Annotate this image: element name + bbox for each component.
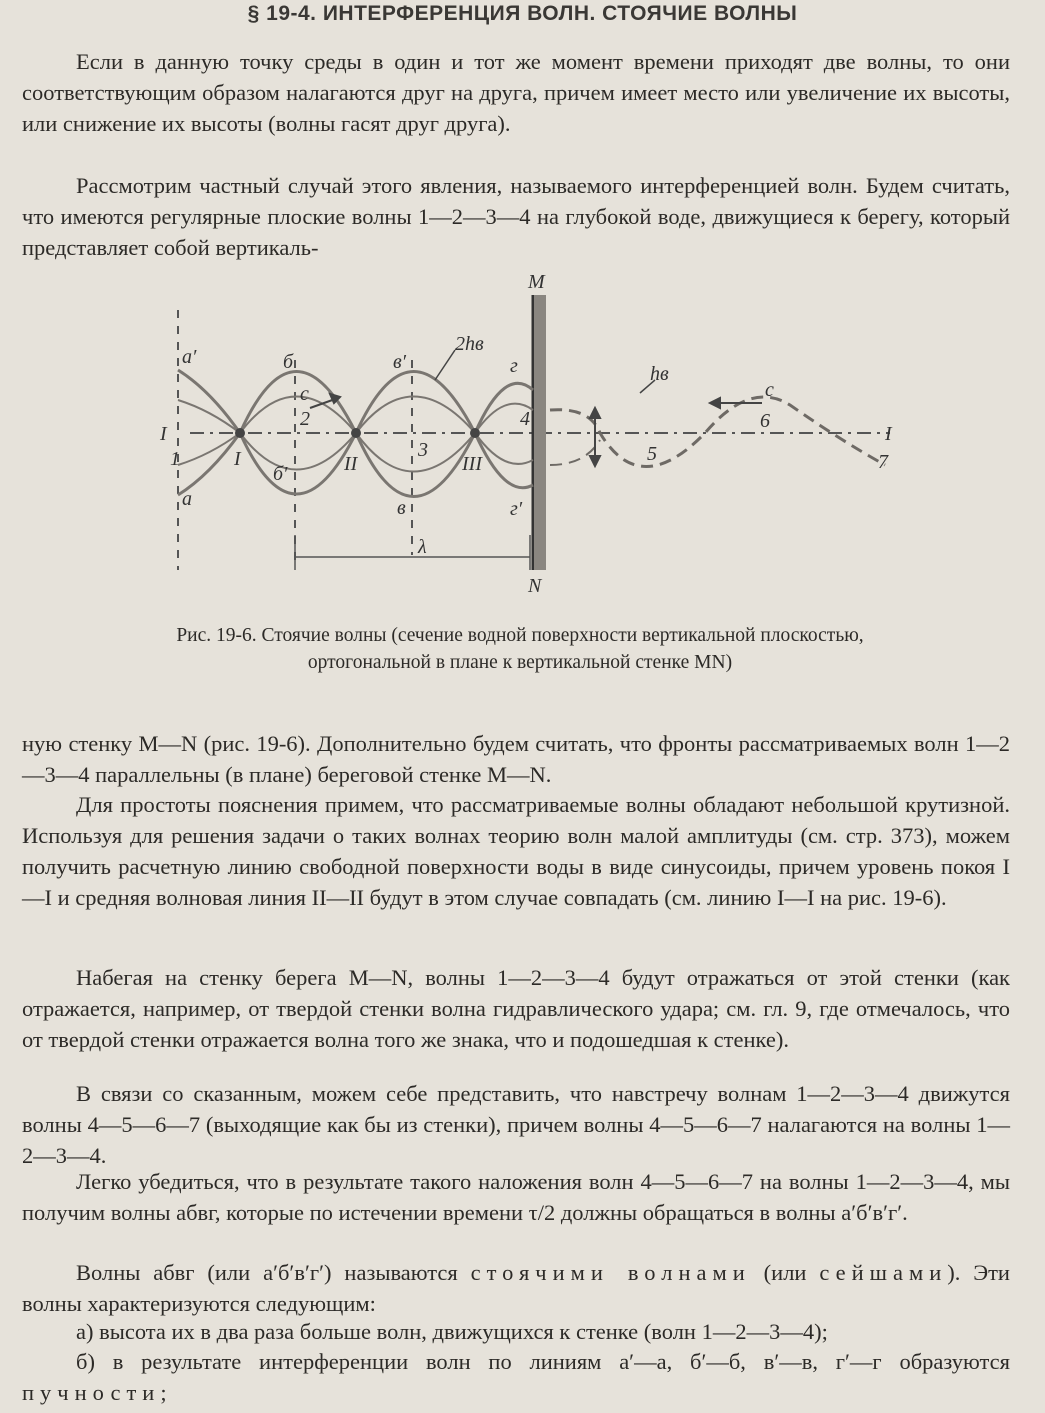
label-4: 4: [520, 408, 530, 430]
figure-caption: Рис. 19-6. Стоячие волны (сечение водной поверхности вертикальной плоскостью, ортогональной в плане к вертикальной стенке MN): [176, 625, 864, 673]
term-antinodes: пучности: [22, 1380, 161, 1405]
standing-waves-figure: [150, 270, 910, 600]
label-lambda: λ: [418, 536, 427, 558]
label-node-II: II: [344, 453, 358, 475]
label-v: в: [397, 497, 406, 519]
label-3: 3: [418, 439, 428, 461]
p10-text-a: б) в результате интерференции волн по линиям а′—а, б′—б, в′—в, г′—г образуются: [76, 1349, 1010, 1374]
section-heading: § 19-4. ИНТЕРФЕРЕНЦИЯ ВОЛН. СТОЯЧИЕ ВОЛНЫ: [247, 2, 798, 25]
paragraph-2: Рассмотрим частный случай этого явления, называемого интерференцией волн. Будем считать, что имеются регулярные плоские волны 1—2—3—4 на глубокой воде, движущиеся к берегу, который представляет собой вертикаль-: [22, 173, 1010, 260]
node-I: [235, 428, 245, 438]
wall-MN: [533, 295, 546, 570]
p10-text-c: ;: [160, 1380, 167, 1405]
label-2h: 2hв: [455, 333, 484, 355]
term-seiches: сейшами: [819, 1260, 948, 1285]
label-6: 6: [760, 410, 770, 432]
paragraph-3: ную стенку M—N (рис. 19-6). Дополнительно будем считать, что фронты рассматриваемых волн 1—2—3—4 параллельны (в плане) береговой стенке M—N.: [22, 731, 1010, 787]
node-III: [470, 428, 480, 438]
label-h: hв: [650, 363, 669, 385]
paragraph-10: [22, 1346, 1010, 1408]
label-7: 7: [878, 451, 888, 473]
label-v-prime: в′: [393, 351, 407, 373]
paragraph-9: а) высота их в два раза больше волн, движущихся к стенке (волн 1—2—3—4);: [76, 1319, 828, 1344]
node-II: [351, 428, 361, 438]
label-node-I: I: [234, 448, 241, 470]
paragraph-8: [22, 1257, 1010, 1319]
p8-text-e: ). Эти волны характеризуются следующим:: [22, 1260, 1010, 1316]
paragraph-1: Если в данную точку среды в один и тот же момент времени приходят две волны, то они соответствующим образом налагаются друг на друга, причем имеет место или увеличение их высоты, или снижение их высоты (волны гасят друг друга).: [22, 49, 1010, 136]
label-node-III: III: [462, 453, 482, 475]
label-g-prime: г′: [510, 498, 523, 520]
label-M: M: [528, 271, 545, 293]
paragraph-7: Легко убедиться, что в результате такого наложения волн 4—5—6—7 на волны 1—2—3—4, мы получим волны абвг, которые по истечении времени τ/2 должны обращаться в волны а′б′в′г′.: [22, 1169, 1010, 1225]
label-a: а: [182, 488, 192, 510]
label-5: 5: [647, 443, 657, 465]
label-c-right: c: [765, 379, 774, 401]
label-g: г: [510, 355, 518, 377]
p8-text-c: (или: [750, 1260, 820, 1285]
paragraph-6: В связи со сказанным, можем себе представить, что навстречу волнам 1—2—3—4 движутся волны 4—5—6—7 (выходящие как бы из стенки), причем волны 4—5—6—7 налагаются на волны 1—2—3—4.: [22, 1081, 1010, 1168]
label-b: б: [283, 351, 294, 373]
label-I-right: I: [885, 423, 892, 445]
label-2: 2: [300, 408, 310, 430]
p8-text-a: Волны абвг (или а′б′в′г′) называются: [76, 1260, 471, 1285]
label-b-prime: б′: [273, 463, 288, 485]
label-I-left: I: [160, 423, 167, 445]
label-1: 1: [170, 448, 180, 470]
label-a-prime: а′: [182, 346, 197, 368]
label-c-left: c: [300, 383, 309, 405]
paragraph-4: Для простоты пояснения примем, что рассматриваемые волны обладают небольшой крутизной. Используя для решения задачи о таких волнах теорию волн малой амплитуды (см. стр. 373), можем получить расчетную линию свободной поверхности воды в виде синусоиды, причем уровень покоя I—I и средняя волновая линия II—II будут в этом случае совпадать (см. линию I—I на рис. 19-6).: [22, 792, 1010, 910]
paragraph-5: Набегая на стенку берега M—N, волны 1—2—3—4 будут отражаться от этой стенки (как отражается, например, от твердой стенки волна гидравлического удара; см. гл. 9, где отмечалось, что от твердой стенки отражается волна того же знака, что и подошедшая к стенке).: [22, 965, 1010, 1052]
label-N: N: [528, 575, 542, 597]
term-standing-waves: стоячими волнами: [470, 1260, 751, 1285]
